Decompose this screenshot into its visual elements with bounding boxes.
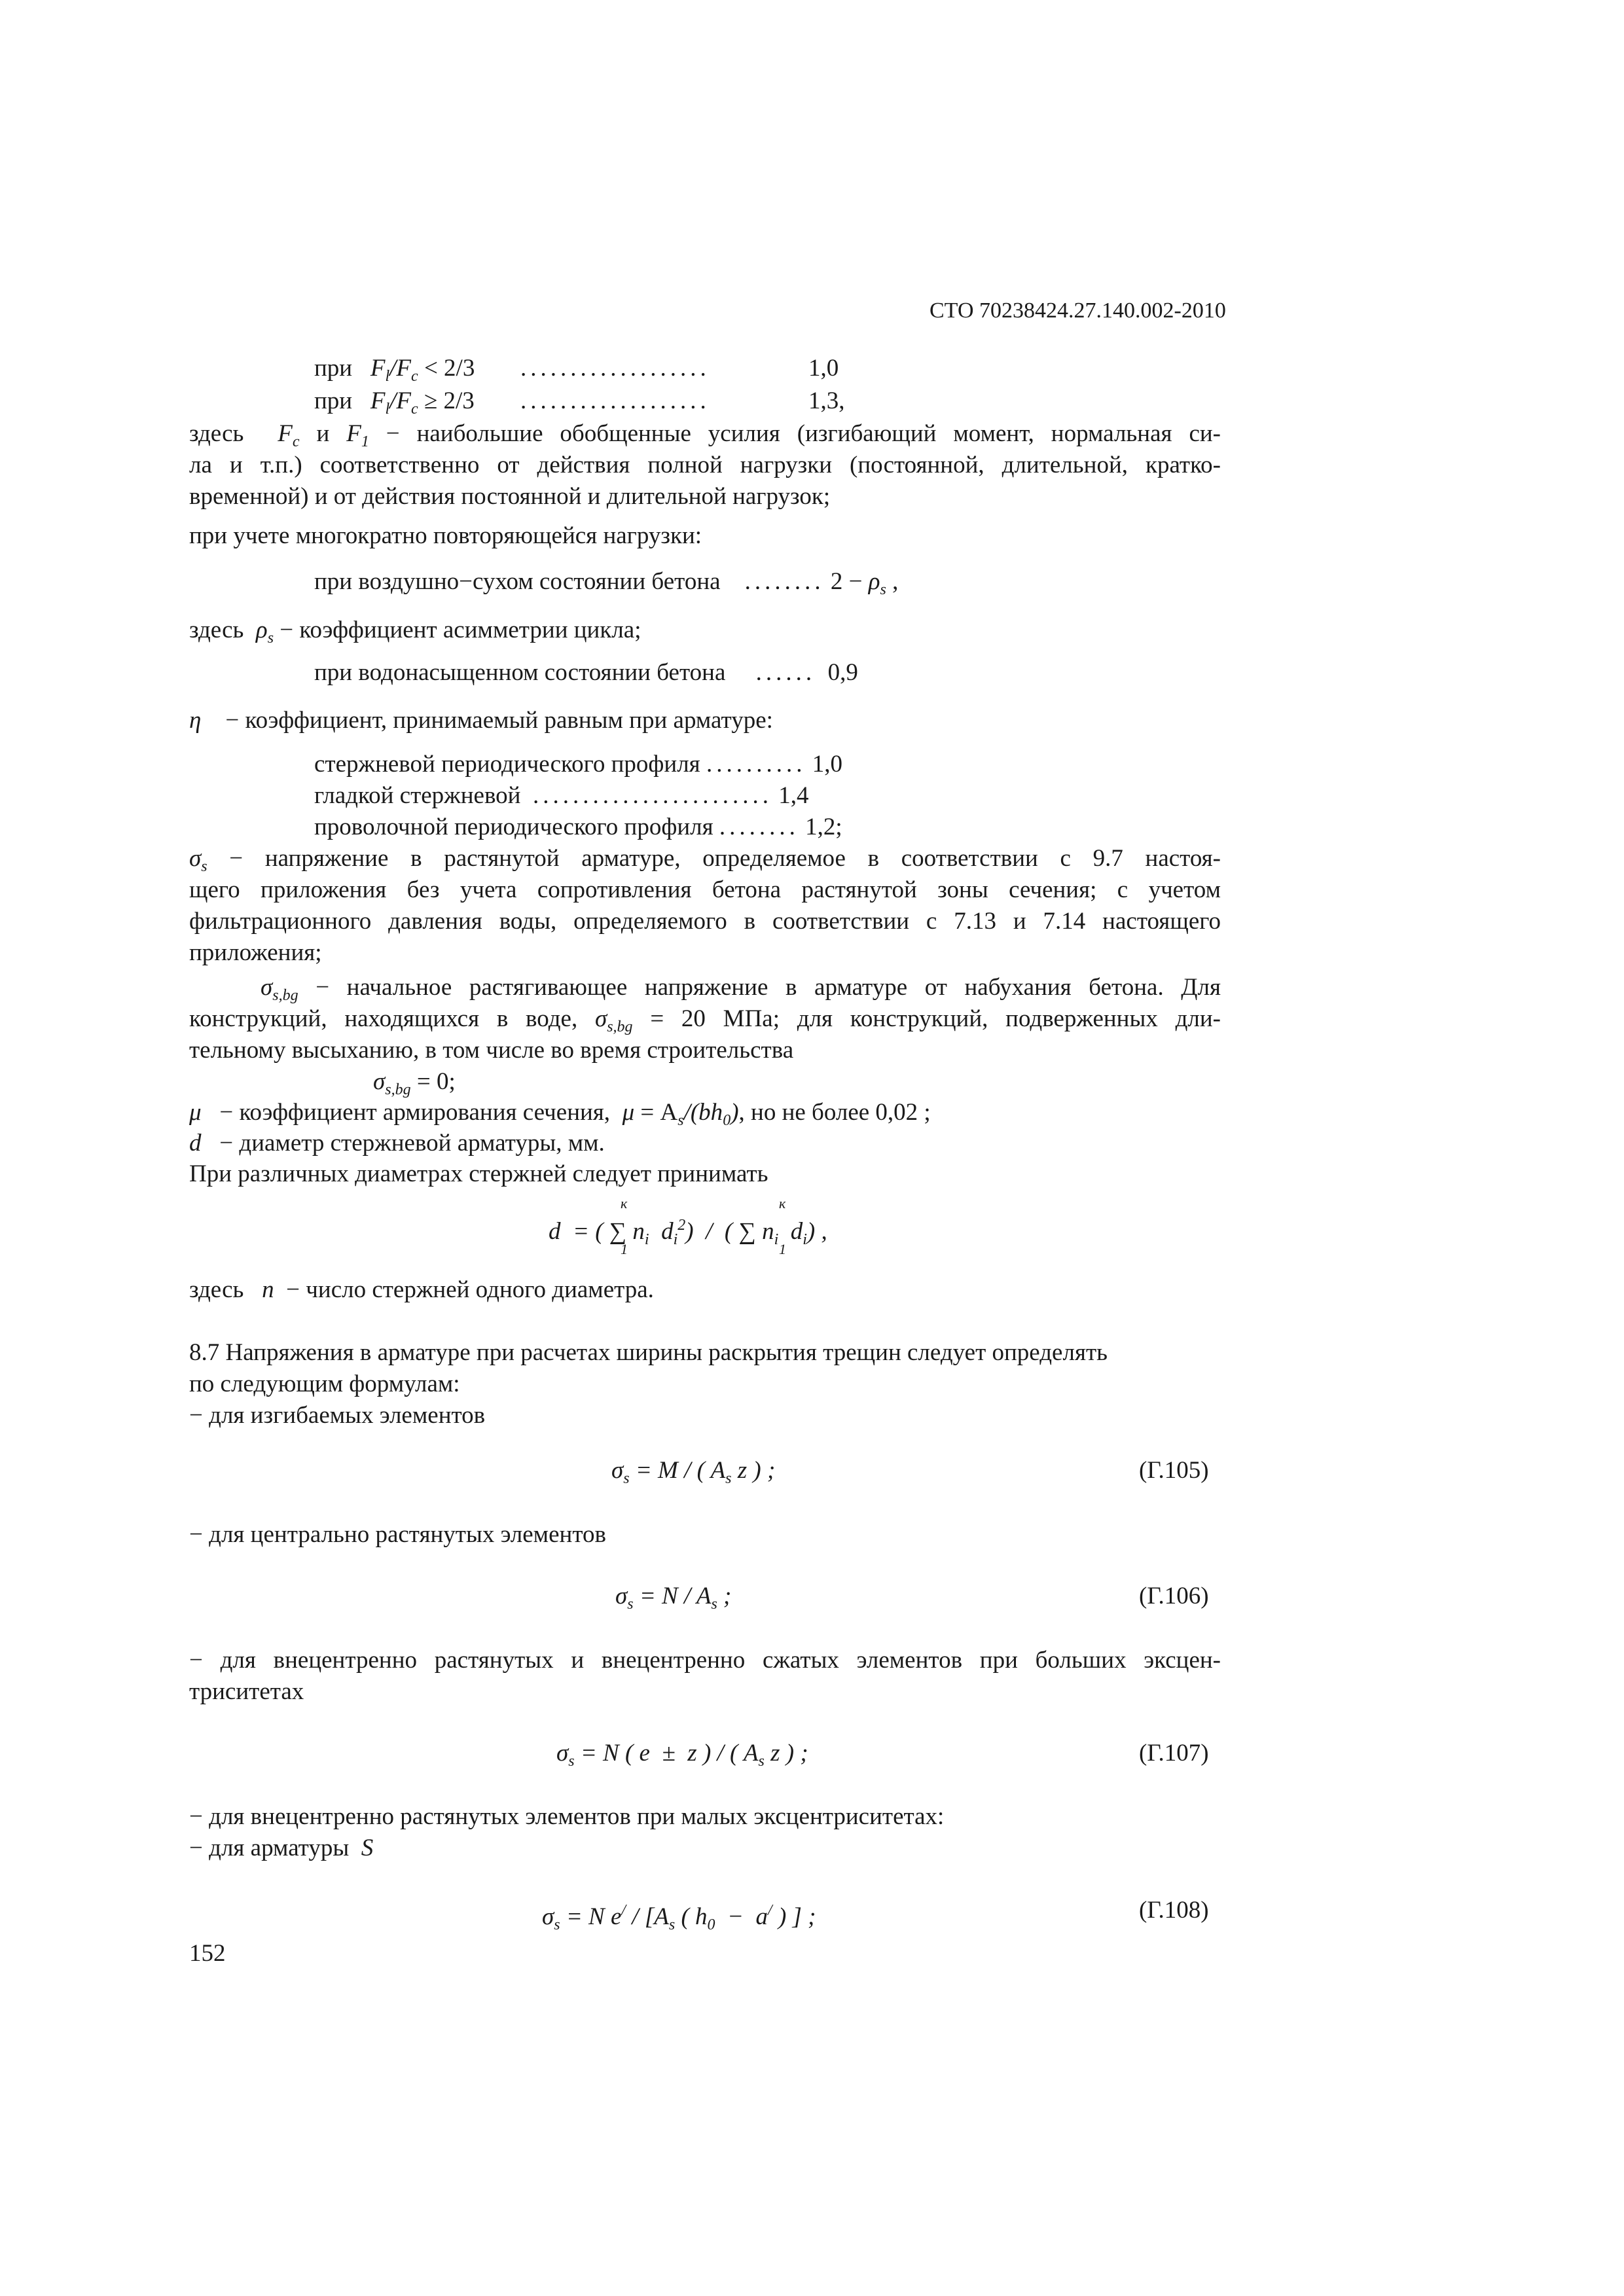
- sum-lower-limit: 1: [779, 1241, 786, 1257]
- n-definition: здесь n − число стержней одного диаметра.: [189, 1276, 654, 1303]
- air-dry-text: при воздушно−сухом состоянии бетона: [314, 568, 721, 595]
- water-sat-value: 0,9: [827, 659, 858, 686]
- eccentric-small-text: − для внецентренно растянутых элементов при малых эксцентриситетах:: [189, 1803, 945, 1830]
- profile-value: 1,2;: [805, 814, 842, 840]
- sigma-sbg-def-text: − начальное растягивающее напряжение в арматуре от набухания бетона. Для: [316, 974, 1221, 1001]
- profile-text: стержневой периодического профиля: [314, 751, 700, 778]
- section-8-7-line1: 8.7 Напряжения в арматуре при расчетах ширины раскрытия трещин следует определять: [189, 1339, 1108, 1366]
- profile-value: 1,0: [812, 751, 842, 778]
- n-def-text: − число стержней одного диаметра.: [286, 1276, 654, 1303]
- d-definition: d − диаметр стержневой арматуры, мм.: [189, 1130, 605, 1157]
- and-word: и: [299, 420, 347, 447]
- sigma-s-definition-line2: щего приложения без учета сопротивления бетона растянутой зоны сечения; с учетом: [189, 876, 1221, 903]
- condition-expr-2: ≥ 2/3: [418, 387, 475, 414]
- sum-upper-limit: к: [621, 1195, 628, 1211]
- profile-text: проволочной периодического профиля: [314, 814, 713, 840]
- pri-word: при: [314, 387, 353, 414]
- condition-value-1: 1,0: [808, 355, 839, 382]
- sigma-sbg-def-text: = 20 МПа; для конструкций, подверженных дли-: [632, 1005, 1221, 1032]
- condition-dots-1: ...................: [520, 355, 710, 382]
- profile-dots: ........................: [532, 782, 772, 809]
- zdes-word: здесь: [189, 617, 244, 643]
- condition-line-2: при $F_l/F_c \ge 2/3$: [314, 387, 475, 418]
- f-definition-line2: ла и т.п.) соответственно от действия полной нагрузки (постоянной, длительной, кратко-: [189, 452, 1221, 478]
- equation-number: (Г.107): [1139, 1740, 1209, 1767]
- zdes-word: здесь: [189, 420, 244, 447]
- bending-elements-text: − для изгибаемых элементов: [189, 1402, 486, 1429]
- central-tension-text: − для центрально растянутых элементов: [189, 1521, 606, 1548]
- eta-definition: η − коэффициент, принимаемый равным при арматуре:: [189, 707, 773, 734]
- equation-108: $\sigma_s = N$ $e^/ / [A_s$ ( $h_0 - a^/$ ) ] ;: [542, 1902, 816, 1933]
- air-dry-dots: ........: [744, 568, 825, 595]
- condition-dots-2: ...................: [520, 387, 710, 414]
- condition-line-1: при $F_l/F_c < 2/3$: [314, 355, 475, 385]
- equation-106: $\sigma_s = N / A_s$ ;: [615, 1583, 732, 1613]
- condition-value-2: 1,3,: [808, 387, 845, 414]
- water-sat-text: при водонасыщенном состоянии бетона: [314, 659, 726, 686]
- sigma-sbg-zero-text: = 0;: [410, 1068, 456, 1095]
- profile-row: [314, 781, 808, 811]
- diameter-formula: d = ( ∑ $n_i$ $d_i^2$) / ( ∑ $n_i$ $d_i$) ,: [549, 1217, 827, 1248]
- profile-row: [314, 749, 842, 780]
- document-header: СТО 70238424.27.140.002-2010: [929, 298, 1226, 323]
- sigma-s-def-text: − напряжение в растянутой арматуре, определяемое в соответствии с 9.7 настоя-: [229, 845, 1221, 872]
- equation-105: $\sigma_s = M$ / ( $A_s$ z ) ;: [611, 1457, 776, 1487]
- water-sat-line: [314, 658, 858, 688]
- mu-tail: , но не более 0,02 ;: [738, 1099, 931, 1126]
- profile-dots: ..........: [706, 751, 806, 778]
- for-rebar-label: − для арматуры: [189, 1835, 350, 1861]
- mu-formula: = A: [640, 1099, 678, 1126]
- for-rebar-text: − для арматуры S: [189, 1835, 374, 1861]
- sigma-sbg-definition-line2: конструкций, находящихся в воде, $\sigma_{s,bg} = 20$ МПа; для конструкций, подверженных дли-: [189, 1005, 1221, 1035]
- mu-definition: μ − коэффициент армирования сечения, $\mu = A_s/(bh_0)$, но не более 0,02 ;: [189, 1099, 931, 1129]
- pri-word: при: [314, 355, 353, 382]
- air-dry-line: при воздушно−сухом состоянии бетона ........ $2 - \rho_s$ ,: [314, 568, 899, 598]
- eccentric-large-line1: − для внецентренно растянутых и внецентренно сжатых элементов при больших эксцен-: [189, 1647, 1221, 1674]
- equation-number: (Г.108): [1139, 1897, 1209, 1924]
- f-definition-line3: временной) и от действия постоянной и длительной нагрузок;: [189, 483, 831, 510]
- repeated-load-text: при учете многократно повторяющейся нагрузки:: [189, 522, 702, 549]
- equation-107: $\sigma_s = N$ ( e ± z ) / ( $A_s$ z ) ;: [556, 1740, 808, 1770]
- condition-expr-1: < 2/3: [418, 355, 475, 382]
- profile-dots: ........: [719, 814, 799, 840]
- sigma-s-definition-line3: фильтрационного давления воды, определяемого в соответствии с 7.13 и 7.14 настоящего: [189, 908, 1221, 935]
- equation-number: (Г.106): [1139, 1583, 1209, 1609]
- sigma-s-definition-line1: $\sigma_s$ − напряжение в растянутой арматуре, определяемое в соответствии с 9.7 настоя-: [189, 845, 1221, 875]
- rho-definition: здесь $\rho_s$ − коэффициент асимметрии цикла;: [189, 617, 641, 647]
- sigma-sbg-definition-line1: $\sigma_{s,bg}$ − начальное растягивающее напряжение в арматуре от набухания бетона. Для: [261, 974, 1221, 1004]
- air-dry-value: 2 −: [830, 568, 869, 595]
- f-definition-line1: здесь $F_c$ и $F_1$ − наибольшие обобщенные усилия (изгибающий момент, нормальная си-: [189, 420, 1221, 450]
- zdes-word: здесь: [189, 1276, 244, 1303]
- f-def-text: − наибольшие обобщенные усилия (изгибающий момент, нормальная си-: [386, 420, 1221, 447]
- water-sat-dots: ......: [755, 659, 816, 686]
- sigma-sbg-zero: $\sigma_{s,bg} = 0$;: [373, 1068, 456, 1098]
- profile-row: [314, 812, 842, 842]
- different-diameters-text: При различных диаметрах стержней следует принимать: [189, 1160, 768, 1187]
- sum-upper-limit: к: [779, 1195, 786, 1211]
- rho-def-text: − коэффициент асимметрии цикла;: [280, 617, 641, 643]
- profile-text: гладкой стержневой: [314, 782, 521, 809]
- eccentric-large-line2: триситетах: [189, 1678, 304, 1705]
- sigma-sbg-def-text: конструкций, находящихся в воде,: [189, 1005, 595, 1032]
- sigma-s-definition-line4: приложения;: [189, 939, 322, 966]
- d-def-text: − диаметр стержневой арматуры, мм.: [219, 1130, 605, 1157]
- eta-def-text: − коэффициент, принимаемый равным при арматуре:: [225, 707, 773, 734]
- equation-number: (Г.105): [1139, 1457, 1209, 1484]
- section-8-7-line2: по следующим формулам:: [189, 1371, 460, 1397]
- sum-lower-limit: 1: [621, 1241, 628, 1257]
- profile-value: 1,4: [778, 782, 809, 809]
- page-number: 152: [189, 1940, 226, 1967]
- sigma-sbg-definition-line3: тельному высыханию, в том числе во время строительства: [189, 1037, 794, 1064]
- mu-def-text: − коэффициент армирования сечения,: [219, 1099, 611, 1126]
